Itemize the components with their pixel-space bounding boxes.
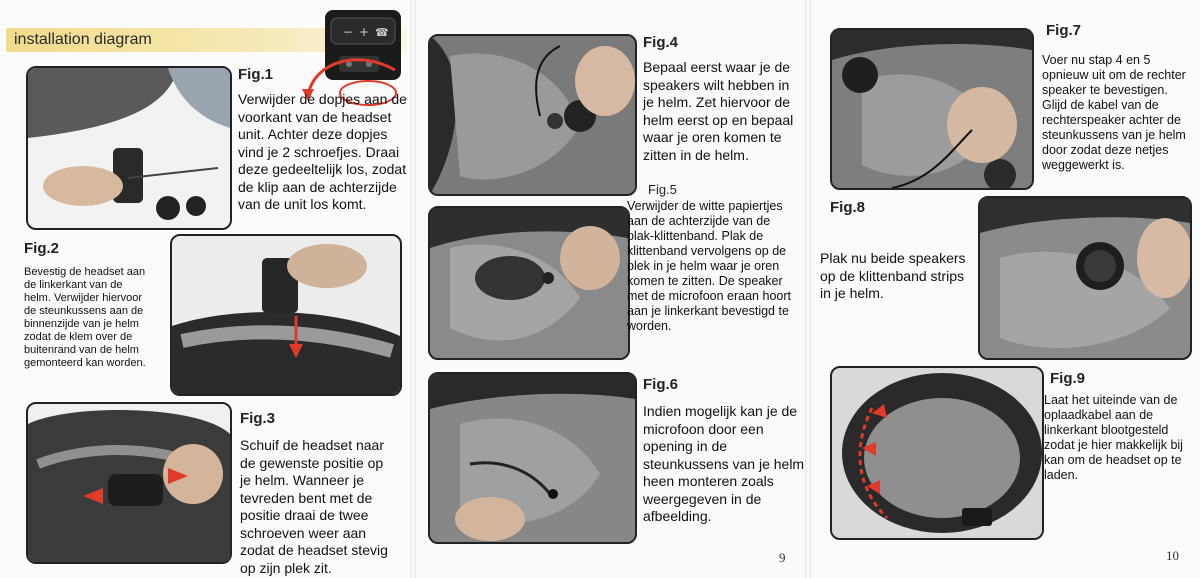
fig8-text: Plak nu beide speakers op de klittenband strips in je helm. (820, 250, 966, 301)
fig5-text: Verwijder de witte papiertjes aan de achterzijde van de plak-klittenband. Plak de klittenband vervolgens op de plek in je helm waar je oren komen te zitten. De speaker met de microfoon eraan hoort aan je linkerkant bevestigd te worden. (627, 199, 791, 333)
page-number-left: 9 (779, 550, 786, 565)
remote-plus-icon: + (359, 25, 370, 39)
fig4-label: Fig.4 (643, 34, 679, 51)
fig3-photo (26, 402, 232, 564)
fig6-label: Fig.6 (643, 376, 679, 393)
fig6-photo (428, 372, 637, 544)
page-fold (410, 0, 416, 578)
fig9-text: Laat het uiteinde van de oplaadkabel aan de linkerkant blootgesteld zodat je hier makkelijk bij kan om de headset op te laden. (1044, 393, 1183, 482)
fig4-text: Bepaal eerst waar je de speakers wilt hebben in je helm. Zet hiervoor de helm eerst op en bepaal waar je oren komen te zitten in de helm. (643, 59, 794, 163)
fig1-text: Verwijder de dopjes aan de voorkant van de headset unit. Achter deze dopjes vind je 2 schroefjes. Draai deze gedeeltelijk los, zodat de klip aan de achterzijde van de unit los komt. (238, 91, 407, 212)
fig8-photo (978, 196, 1192, 360)
fig3-label: Fig.3 (240, 410, 276, 427)
fig7-label: Fig.7 (1046, 22, 1082, 39)
fig7-photo (830, 28, 1034, 190)
fig3-text: Schuif de headset naar de gewenste positie op je helm. Wanneer je tevreden bent met de positie draai de twee schroeven weer aan zodat de headset stevig op zijn plek zit. (240, 437, 388, 576)
fig6-text: Indien mogelijk kan je de microfoon door een opening in de steunkussens van je helm heen monteren zoals weergegeven in de afbeelding. (643, 403, 805, 524)
fig2-photo (170, 234, 402, 396)
remote-phone-icon: ☎ (375, 26, 389, 39)
fig5-photo (428, 206, 630, 360)
fig7-text: Voer nu stap 4 en 5 opnieuw uit om de rechter speaker te bevestigen. Glijd de kabel van de rechterspeaker achter de steunkussens van je helm door zodat deze netjes weggewerkt is. (1042, 53, 1186, 172)
fig9-photo (830, 366, 1044, 540)
fig1-label: Fig.1 (238, 66, 274, 83)
fig2-text: Bevestig de headset aan de linkerkant van de helm. Verwijder hiervoor de steunkussens aan de binnenzijde van je helm zodat de klem over de buitenrand van de helm gemonteerd kan worden. (24, 266, 146, 369)
fig1-photo (26, 66, 232, 230)
fig9-label: Fig.9 (1050, 370, 1086, 387)
section-title: installation diagram (14, 31, 152, 48)
fig2-label: Fig.2 (24, 240, 60, 257)
fig5-label: Fig.5 (648, 182, 677, 197)
fig8-label: Fig.8 (830, 199, 866, 216)
remote-minus-icon: − (343, 25, 354, 39)
fig4-photo (428, 34, 637, 196)
page-fold (805, 0, 811, 578)
page-number-right: 10 (1166, 548, 1179, 563)
